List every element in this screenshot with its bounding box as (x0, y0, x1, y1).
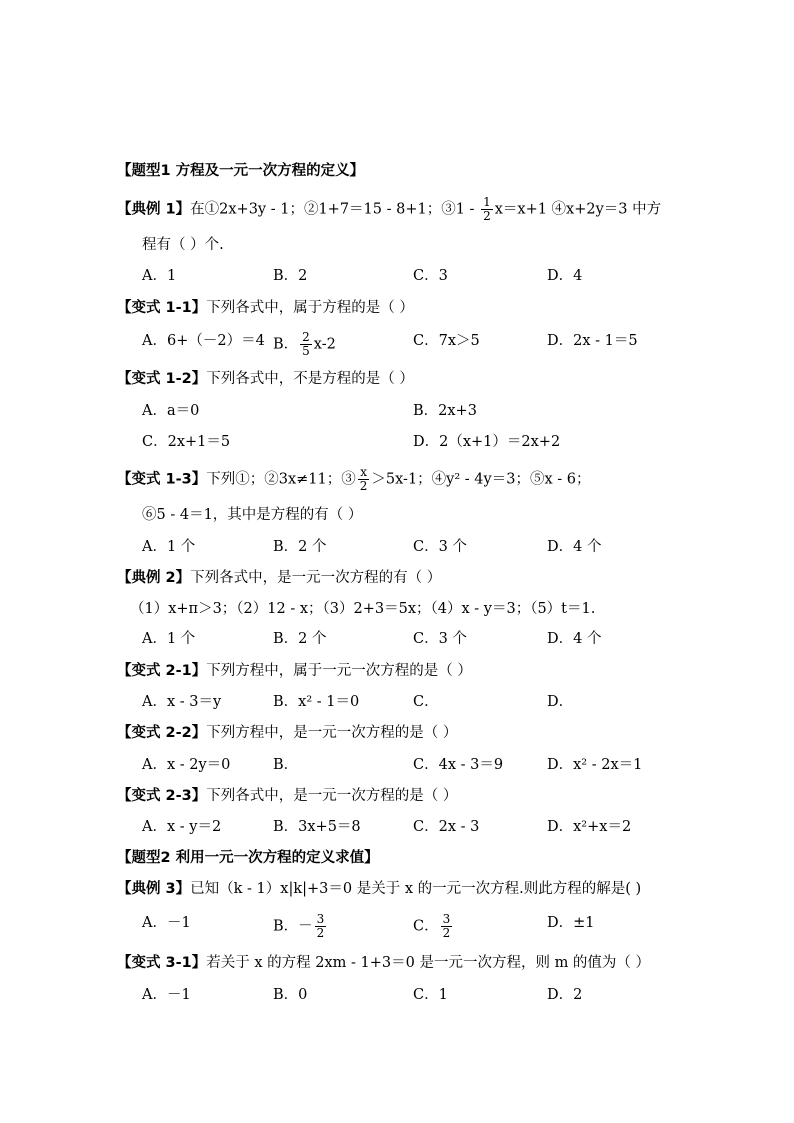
variant-1-1-question (117, 298, 414, 318)
example-2-items: （1）x+π＞3；（2）12 - x；（3）2+3＝5x；（4）x - y＝3；（5）t＝1. (130, 601, 596, 617)
option-b[interactable]: B．－ $\frac{3}{2}$ (273, 912, 325, 940)
option-b[interactable]: B．0 (273, 987, 308, 1003)
variant-1-2-text: 下列各式中，不是方程的是（ ） (206, 371, 414, 387)
variant-3-1-text: 若关于 x 的方程 2xm - 1+3＝0 是一元一次方程，则 m 的值为（ ） (206, 955, 651, 971)
fraction-three-halves: $\frac{3}{2}$ (316, 912, 325, 940)
option-a[interactable]: A．x - y＝2 (142, 819, 222, 835)
example-3-question (117, 879, 641, 899)
option-d[interactable]: D．4 个 (547, 631, 602, 647)
example-1-line2: 程有（ ）个. (142, 237, 224, 253)
option-b[interactable]: B．2 个 (273, 631, 327, 647)
option-d[interactable]: D．±1 (547, 915, 595, 931)
variant-1-3-question (117, 466, 590, 493)
option-a[interactable]: A．1 (142, 268, 177, 284)
option-a[interactable]: A．－1 (142, 987, 191, 1003)
option-a[interactable]: A．x - 2y＝0 (142, 757, 231, 773)
variant-1-3-tag: 【变式 1-3】 (117, 471, 207, 488)
example-1-text-a: 在① (190, 201, 220, 218)
option-a[interactable]: A．1 个 (142, 631, 196, 647)
option-a[interactable]: A．－1 (142, 915, 191, 931)
section-title-2: 【题型2 利用一元一次方程的定义求值】 (117, 850, 379, 866)
variant-3-1-question (117, 953, 650, 973)
option-c[interactable]: C．3 个 (413, 539, 467, 555)
variant-1-2-tag: 【变式 1-2】 (117, 371, 207, 387)
option-c[interactable]: C．1 (413, 987, 448, 1003)
variant-1-2-question (117, 369, 414, 389)
fraction-two-fifths: $\frac{2}{5}$ (302, 330, 310, 358)
option-a[interactable]: A．a＝0 (142, 403, 200, 419)
variant-1-1-text: 下列各式中，属于方程的是（ ） (206, 300, 414, 316)
option-d[interactable]: D．4 (547, 268, 583, 284)
option-b[interactable]: B．x² - 1＝0 (273, 694, 360, 710)
fraction-three-halves: $\frac{3}{2}$ (442, 912, 451, 940)
variant-1-3-line2: ⑥5 - 4＝1，其中是方程的有（ ） (142, 507, 363, 523)
variant-1-3-text-b: ＞5x-1；④y² - 4y＝3；⑤x - 6； (371, 471, 591, 488)
variant-2-3-question (117, 786, 457, 806)
option-c[interactable]: C． $\frac{3}{2}$ (413, 912, 451, 940)
variant-2-1-tag: 【变式 2-1】 (117, 663, 207, 679)
variant-2-1-text: 下列方程中，属于一元一次方程的是（ ） (206, 663, 472, 679)
option-d[interactable]: D．x²+x＝2 (547, 819, 632, 835)
option-b[interactable]: B．3x+5＝8 (273, 819, 361, 835)
option-a[interactable]: A．6+（－2）＝4 (142, 333, 265, 349)
option-c[interactable]: C． (413, 694, 439, 710)
option-c[interactable]: C．2x+1＝5 (142, 434, 231, 450)
option-d[interactable]: D．2 (547, 987, 583, 1003)
option-c[interactable]: C．2x - 3 (413, 819, 480, 835)
variant-1-3-text-a: 下列①；②3x≠11；③ (206, 471, 356, 488)
option-d[interactable]: D．2（x+1）＝2x+2 (413, 434, 561, 450)
option-d[interactable]: D．4 个 (547, 539, 602, 555)
option-a[interactable]: A．x - 3＝y (142, 694, 222, 710)
example-3-tag: 【典例 3】 (117, 881, 191, 897)
option-b[interactable]: B．2 个 (273, 539, 327, 555)
variant-2-3-text: 下列各式中，是一元一次方程的是（ ） (206, 788, 458, 804)
option-c[interactable]: C．3 (413, 268, 448, 284)
example-1-text-c: x＝x+1 ④x+2y＝3 中方 (494, 201, 662, 218)
option-b[interactable]: B．2x+3 (413, 403, 477, 419)
example-1-text-b: 2x+3y - 1；②1+7＝15 - 8+1；③1 - (219, 201, 480, 218)
option-d[interactable]: D．2x - 1＝5 (547, 333, 638, 349)
variant-2-2-question (117, 723, 457, 743)
option-c[interactable]: C．3 个 (413, 631, 467, 647)
option-c[interactable]: C．4x - 3＝9 (413, 757, 504, 773)
variant-2-3-tag: 【变式 2-3】 (117, 788, 207, 804)
option-b[interactable]: B．2 (273, 268, 308, 284)
example-2-tag: 【典例 2】 (117, 570, 191, 586)
option-d[interactable]: D． (547, 694, 574, 710)
variant-3-1-tag: 【变式 3-1】 (117, 955, 207, 971)
variant-2-2-tag: 【变式 2-2】 (117, 725, 207, 741)
variant-2-2-text: 下列方程中，是一元一次方程的是（ ） (206, 725, 458, 741)
option-c[interactable]: C．7x＞5 (413, 333, 480, 349)
fraction-x-over-2: $\frac{x}{2}$ (359, 465, 368, 493)
option-a[interactable]: A．1 个 (142, 539, 196, 555)
variant-1-1-tag: 【变式 1-1】 (117, 300, 207, 316)
option-b[interactable]: B． $\frac{2}{5}$ x-2 (273, 330, 336, 358)
example-3-text: 已知（k - 1）x|k|+3＝0 是关于 x 的一元一次方程.则此方程的解是( ) (190, 881, 642, 897)
example-1-tag: 【典例 1】 (117, 201, 191, 218)
fraction-one-half: $\frac{1}{2}$ (483, 195, 491, 223)
example-2-text: 下列各式中，是一元一次方程的有（ ） (190, 570, 442, 586)
section-title-1: 【题型1 方程及一元一次方程的定义】 (117, 163, 365, 179)
example-2-question (117, 568, 441, 588)
option-d[interactable]: D．x² - 2x＝1 (547, 757, 643, 773)
option-b[interactable]: B． (273, 757, 299, 773)
variant-2-1-question (117, 661, 472, 681)
example-1-question (117, 196, 661, 223)
